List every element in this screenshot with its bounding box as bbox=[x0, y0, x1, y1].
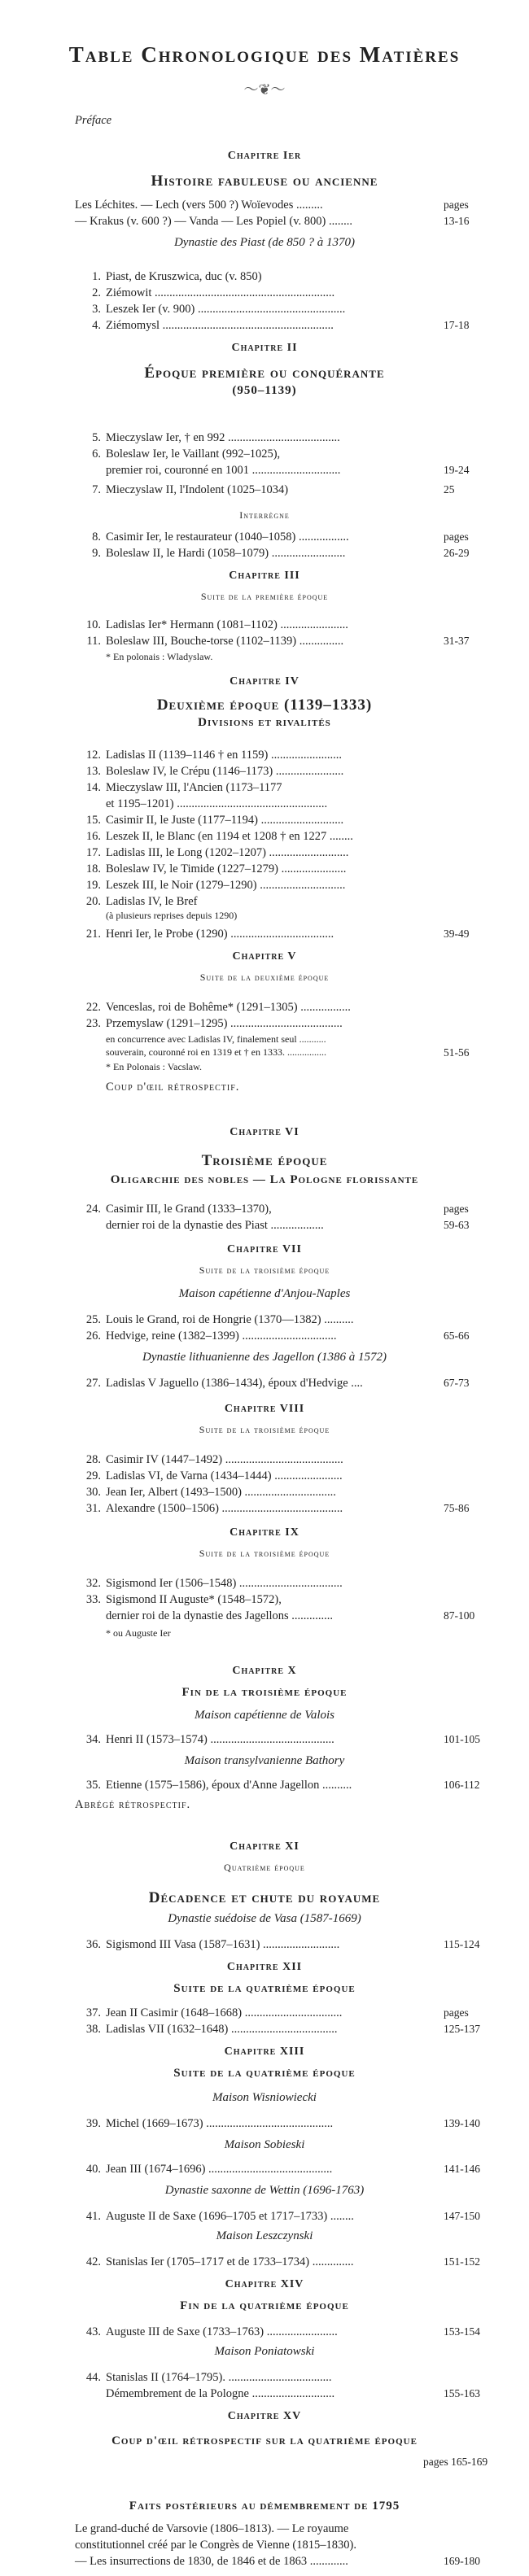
subsection-heading: Suite de la deuxième époque bbox=[199, 971, 330, 983]
entry-number: 41. bbox=[85, 2210, 101, 2223]
toc-text-line: — Les insurrections de 1830, de 1846 et de 1863 ............. bbox=[75, 2555, 348, 2568]
entry-pages: pages bbox=[444, 530, 469, 543]
entry-pages: pages bbox=[444, 1203, 469, 1215]
entry-title: Venceslas, roi de Bohême* (1291–1305) ................. bbox=[106, 1001, 351, 1014]
entry-title: Jean Ier, Albert (1493–1500) ............................... bbox=[106, 1486, 336, 1499]
subsection-heading: Suite de la quatrième époque bbox=[173, 1982, 356, 1995]
entry-number: 35. bbox=[85, 1779, 101, 1792]
chapter-heading: Chapitre III bbox=[229, 570, 300, 582]
subsection-heading: Coup d'œil rétrospectif sur la quatrième époque bbox=[111, 2434, 418, 2447]
entry-title: Leszek Ier (v. 900) .................................................. bbox=[106, 303, 346, 316]
chapter-heading: Chapitre VI bbox=[230, 1126, 299, 1138]
entry-title: Sigismond Ier (1506–1548) ................................... bbox=[106, 1577, 343, 1590]
entry-pages: 59-63 bbox=[444, 1219, 470, 1231]
entry-pages: 101-105 bbox=[444, 1733, 480, 1745]
entry-pages: 87-100 bbox=[444, 1609, 475, 1622]
entry-pages: 139-140 bbox=[444, 2117, 480, 2129]
entry-pages: 31-37 bbox=[444, 635, 470, 647]
entry-title: Ladislas VII (1632–1648) .................................... bbox=[106, 2023, 338, 2036]
chapter-heading: Chapitre V bbox=[232, 950, 297, 963]
entry-pages: 151-152 bbox=[444, 2255, 480, 2268]
title-ornament: 〜❦〜 bbox=[243, 81, 286, 98]
entry-pages: 26-29 bbox=[444, 547, 470, 559]
entry-title: Auguste II de Saxe (1696–1705 et 1717–1733) ........ bbox=[106, 2210, 354, 2223]
entry-number: 6. bbox=[92, 448, 101, 461]
entry-title: Ladislas IV, le Bref bbox=[106, 895, 198, 908]
chapter-heading: Chapitre XIV bbox=[225, 2278, 304, 2290]
chapter-heading: Chapitre X bbox=[232, 1665, 297, 1677]
entry-pages: 19-24 bbox=[444, 464, 470, 476]
entry-number: 34. bbox=[85, 1733, 101, 1746]
entry-number: 43. bbox=[85, 2325, 101, 2338]
toc-text-line: Le grand-duché de Varsovie (1806–1813). — Le royaume bbox=[75, 2522, 349, 2535]
chapter-heading: Chapitre Ier bbox=[227, 150, 302, 162]
dynasty-heading: Dynastie suédoise de Vasa (1587-1669) bbox=[168, 1912, 361, 1925]
dynasty-heading: Dynastie saxonne de Wettin (1696-1763) bbox=[164, 2184, 365, 2197]
footnote: * ou Auguste Ier bbox=[106, 1627, 171, 1639]
entry-pages: 115-124 bbox=[444, 1938, 480, 1950]
entry-pages: pages bbox=[444, 2006, 469, 2019]
dynasty-heading: Dynastie lithuanienne des Jagellon (1386 à 1572) bbox=[142, 1351, 387, 1364]
entry-number: 24. bbox=[85, 1203, 101, 1216]
entry-title: Sigismond II Auguste* (1548–1572), bbox=[106, 1593, 282, 1606]
entry-number: 40. bbox=[85, 2163, 101, 2176]
subsection-heading: Fin de la quatrième époque bbox=[180, 2299, 349, 2312]
dynasty-heading: Maison Leszczynski bbox=[216, 2229, 313, 2242]
entry-pages: 17-18 bbox=[444, 319, 470, 331]
entry-title: Alexandre (1500–1506) ......................................... bbox=[106, 1502, 343, 1515]
entry-title: Ladislas III, le Long (1202–1207) ........................... bbox=[106, 846, 349, 859]
entry-title: Démembrement de la Pologne ............................ bbox=[106, 2387, 335, 2400]
footnote: * En polonais : Wladyslaw. bbox=[106, 651, 213, 662]
entry-number: 5. bbox=[92, 431, 101, 444]
dynasty-heading: Maison Wisniowiecki bbox=[212, 2091, 317, 2104]
page-reference: pages 165-169 bbox=[423, 2456, 488, 2468]
entry-number: 26. bbox=[85, 1329, 101, 1343]
entry-number: 10. bbox=[85, 618, 101, 631]
entry-number: 28. bbox=[85, 1453, 101, 1466]
entry-pages: 39-49 bbox=[444, 928, 470, 940]
entry-pages: 155-163 bbox=[444, 2387, 480, 2399]
subsection-heading: Suite de la troisième époque bbox=[199, 1548, 330, 1559]
chapter-heading: Chapitre XV bbox=[227, 2410, 302, 2422]
entry-title: Casimir II, le Juste (1177–1194) ............................ bbox=[106, 814, 344, 827]
section-heading: Histoire fabuleuse ou ancienne bbox=[151, 172, 378, 190]
dynasty-heading: Maison capétienne d'Anjou-Naples bbox=[178, 1287, 351, 1300]
chapter-heading: Chapitre IX bbox=[230, 1526, 299, 1539]
toc-text-line: Les Léchites. — Lech (vers 500 ?) Woïevodes ......... bbox=[75, 199, 323, 212]
entry-pages: 65-66 bbox=[444, 1329, 470, 1342]
entry-title: Ladislas Ier* Hermann (1081–1102) ....................... bbox=[106, 618, 348, 631]
footnote: souverain, couronné roi en 1319 et † en 1333. ................ bbox=[106, 1046, 326, 1058]
entry-pages: 153-154 bbox=[444, 2325, 480, 2338]
entry-title: Michel (1669–1673) ........................................... bbox=[106, 2117, 334, 2130]
entry-title: Leszek II, le Blanc (en 1194 et 1208 † en 1227 ........ bbox=[106, 830, 353, 843]
entry-pages: 141-146 bbox=[444, 2163, 480, 2175]
entry-pages: 125-137 bbox=[444, 2023, 480, 2035]
subsection-heading: Suite de la troisième époque bbox=[199, 1264, 330, 1276]
entry-title: Ladislas VI, de Varna (1434–1444) ....................... bbox=[106, 1469, 343, 1482]
entry-title: Ziémowit ............................................................. bbox=[106, 286, 335, 299]
entry-title: Ladislas V Jaguello (1386–1434), époux d'Hedvige .... bbox=[106, 1377, 363, 1390]
entry-title: Przemyslaw (1291–1295) ...................................... bbox=[106, 1017, 343, 1030]
entry-number: 11. bbox=[86, 635, 101, 648]
entry-title: Ladislas II (1139–1146 † en 1159) ........................ bbox=[106, 749, 342, 762]
entry-number: 23. bbox=[85, 1017, 101, 1030]
entry-title: Boleslaw Ier, le Vaillant (992–1025), bbox=[106, 448, 281, 461]
entry-title: Mieczyslaw Ier, † en 992 ...................................... bbox=[106, 431, 340, 444]
entry-number: 32. bbox=[85, 1577, 101, 1590]
subsection-heading: Fin de la troisième époque bbox=[181, 1686, 348, 1699]
entry-title: Hedvige, reine (1382–1399) ................................ bbox=[106, 1329, 337, 1343]
entry-title: dernier roi de la dynastie des Jagellons .............. bbox=[106, 1609, 334, 1622]
entry-number: 38. bbox=[85, 2023, 101, 2036]
entry-title: Casimir IV (1447–1492) ........................................ bbox=[106, 1453, 343, 1466]
entry-number: 14. bbox=[85, 781, 101, 794]
entry-pages: 67-73 bbox=[444, 1377, 470, 1389]
entry-number: 31. bbox=[85, 1502, 101, 1515]
entry-title: Ziémomysl .......................................................... bbox=[106, 319, 334, 332]
entry-title: Boleslaw IV, le Crépu (1146–1173) ....................... bbox=[106, 765, 344, 778]
entry-number: 2. bbox=[92, 286, 101, 299]
entry-number: 4. bbox=[92, 319, 101, 332]
page-reference: 13-16 bbox=[444, 215, 470, 227]
entry-title: Jean III (1674–1696) .......................................... bbox=[106, 2163, 333, 2176]
entry-title: dernier roi de la dynastie des Piast .................. bbox=[106, 1219, 324, 1232]
document-title: Table Chronologique des Matières bbox=[68, 42, 461, 67]
entry-number: 30. bbox=[85, 1486, 101, 1499]
entry-pages: 106-112 bbox=[444, 1779, 480, 1791]
entry-number: 21. bbox=[85, 928, 101, 941]
page-reference: pages bbox=[444, 199, 469, 211]
entry-number: 42. bbox=[85, 2255, 101, 2268]
section-heading: Époque première ou conquérante bbox=[144, 365, 385, 382]
entry-title: Leszek III, le Noir (1279–1290) ............................. bbox=[106, 879, 346, 892]
footnote: (à plusieurs reprises depuis 1290) bbox=[106, 910, 238, 921]
entry-title: et 1195–1201) ................................................... bbox=[106, 797, 328, 810]
chapter-heading: Chapitre VIII bbox=[224, 1403, 305, 1415]
entry-title: Henri II (1573–1574) .......................................... bbox=[106, 1733, 334, 1746]
entry-number: 1. bbox=[92, 270, 101, 283]
chapter-heading: Chapitre IV bbox=[230, 675, 299, 688]
entry-title: Sigismond III Vasa (1587–1631) .......................... bbox=[106, 1938, 340, 1951]
entry-number: 39. bbox=[85, 2117, 101, 2130]
entry-pages: 75-86 bbox=[444, 1502, 470, 1514]
page-reference: 51-56 bbox=[444, 1046, 470, 1059]
entry-number: 15. bbox=[85, 814, 101, 827]
chapter-heading: Chapitre XII bbox=[226, 1961, 303, 1973]
entry-number: 36. bbox=[85, 1938, 101, 1951]
toc-text-line: Coup d'œil rétrospectif. bbox=[106, 1081, 240, 1094]
toc-text-line: — Krakus (v. 600 ?) — Vanda — Les Popiel (v. 800) ........ bbox=[75, 215, 352, 228]
section-heading: Troisième époque bbox=[201, 1152, 328, 1169]
entry-pages: 25 bbox=[444, 483, 455, 496]
toc-text-line: constitutionnel créé par le Congrès de Vienne (1815–1830). bbox=[75, 2539, 356, 2552]
entry-number: 17. bbox=[85, 846, 101, 859]
subsection-heading: Suite de la troisième époque bbox=[199, 1424, 330, 1435]
entry-title: Etienne (1575–1586), époux d'Anne Jagellon .......... bbox=[106, 1779, 352, 1792]
chapter-heading: Chapitre XI bbox=[230, 1840, 299, 1853]
subsection-heading: (950–1139) bbox=[232, 384, 297, 397]
entry-number: 3. bbox=[92, 303, 101, 316]
subsection-heading: Suite de la quatrième époque bbox=[173, 2067, 356, 2080]
entry-number: 37. bbox=[85, 2006, 101, 2019]
entry-number: 20. bbox=[85, 895, 101, 908]
entry-title: Piast, de Kruszwica, duc (v. 850) bbox=[106, 270, 262, 283]
entry-number: 27. bbox=[85, 1377, 101, 1390]
entry-number: 13. bbox=[85, 765, 101, 778]
entry-title: Henri Ier, le Probe (1290) ................................... bbox=[106, 928, 334, 941]
dynasty-heading: Maison transylvanienne Bathory bbox=[184, 1754, 345, 1767]
chapter-heading: Chapitre VII bbox=[227, 1243, 302, 1255]
entry-title: Mieczyslaw III, l'Ancien (1173–1177 bbox=[106, 781, 282, 794]
entry-number: 8. bbox=[92, 530, 101, 544]
page-reference: 169-180 bbox=[444, 2555, 480, 2567]
entry-title: Jean II Casimir (1648–1668) ................................. bbox=[106, 2006, 343, 2019]
entry-number: 33. bbox=[85, 1593, 101, 1606]
entry-title: Mieczyslaw II, l'Indolent (1025–1034) bbox=[106, 483, 289, 496]
entry-number: 19. bbox=[85, 879, 101, 892]
entry-title: Stanislas II (1764–1795). ................................... bbox=[106, 2371, 332, 2384]
section-heading: Deuxième époque (1139–1333) bbox=[156, 696, 373, 714]
entry-title: Auguste III de Saxe (1733–1763) ........................ bbox=[106, 2325, 338, 2338]
chapter-heading: Chapitre XIII bbox=[224, 2046, 305, 2058]
subsection-heading: Quatrième époque bbox=[224, 1862, 305, 1873]
dynasty-heading: Maison Sobieski bbox=[224, 2138, 305, 2151]
entry-title: Boleslaw IV, le Timide (1227–1279) ...................... bbox=[106, 862, 347, 875]
entry-title: Casimir III, le Grand (1333–1370), bbox=[106, 1203, 272, 1216]
entry-number: 9. bbox=[92, 547, 101, 560]
entry-number: 25. bbox=[85, 1313, 101, 1326]
entry-title: Boleslaw II, le Hardi (1058–1079) ......................... bbox=[106, 547, 346, 560]
subsection-heading: Interrègne bbox=[239, 509, 290, 521]
dynasty-heading: Maison capétienne de Valois bbox=[194, 1709, 335, 1722]
section-heading: Décadence et chute du royaume bbox=[148, 1889, 381, 1906]
subsection-heading: Oligarchie des nobles — La Pologne florissante bbox=[110, 1173, 419, 1186]
subsection-heading: Suite de la première époque bbox=[200, 591, 329, 602]
entry-number: 29. bbox=[85, 1469, 101, 1482]
entry-number: 22. bbox=[85, 1001, 101, 1014]
footnote: en concurrence avec Ladislas IV, finalement seul ........... bbox=[106, 1033, 326, 1045]
entry-number: 12. bbox=[85, 749, 101, 762]
entry-title: premier roi, couronné en 1001 .............................. bbox=[106, 464, 341, 477]
dynasty-heading: Dynastie des Piast (de 850 ? à 1370) bbox=[173, 236, 356, 249]
entry-title: Boleslaw III, Bouche-torse (1102–1139) ............... bbox=[106, 635, 344, 648]
subsection-heading: Faits postérieurs au démembrement de 1795 bbox=[129, 2500, 400, 2513]
dynasty-heading: Maison Poniatowski bbox=[214, 2345, 315, 2358]
entry-number: 16. bbox=[85, 830, 101, 843]
toc-text-line: Abrégé rétrospectif. bbox=[75, 1798, 191, 1811]
entry-title: Stanislas Ier (1705–1717 et de 1733–1734) .............. bbox=[106, 2255, 354, 2268]
entry-title: Casimir Ier, le restaurateur (1040–1058) ................. bbox=[106, 530, 349, 544]
subsection-heading: Divisions et rivalités bbox=[198, 716, 331, 729]
chapter-heading: Chapitre II bbox=[231, 342, 298, 354]
entry-number: 7. bbox=[92, 483, 101, 496]
entry-title: Louis le Grand, roi de Hongrie (1370—1382) .......... bbox=[106, 1313, 354, 1326]
entry-number: 18. bbox=[85, 862, 101, 875]
preface-link[interactable]: Préface bbox=[75, 114, 112, 127]
entry-pages: 147-150 bbox=[444, 2210, 480, 2222]
footnote: * En Polonais : Vacslaw. bbox=[106, 1061, 202, 1072]
entry-number: 44. bbox=[85, 2371, 101, 2384]
